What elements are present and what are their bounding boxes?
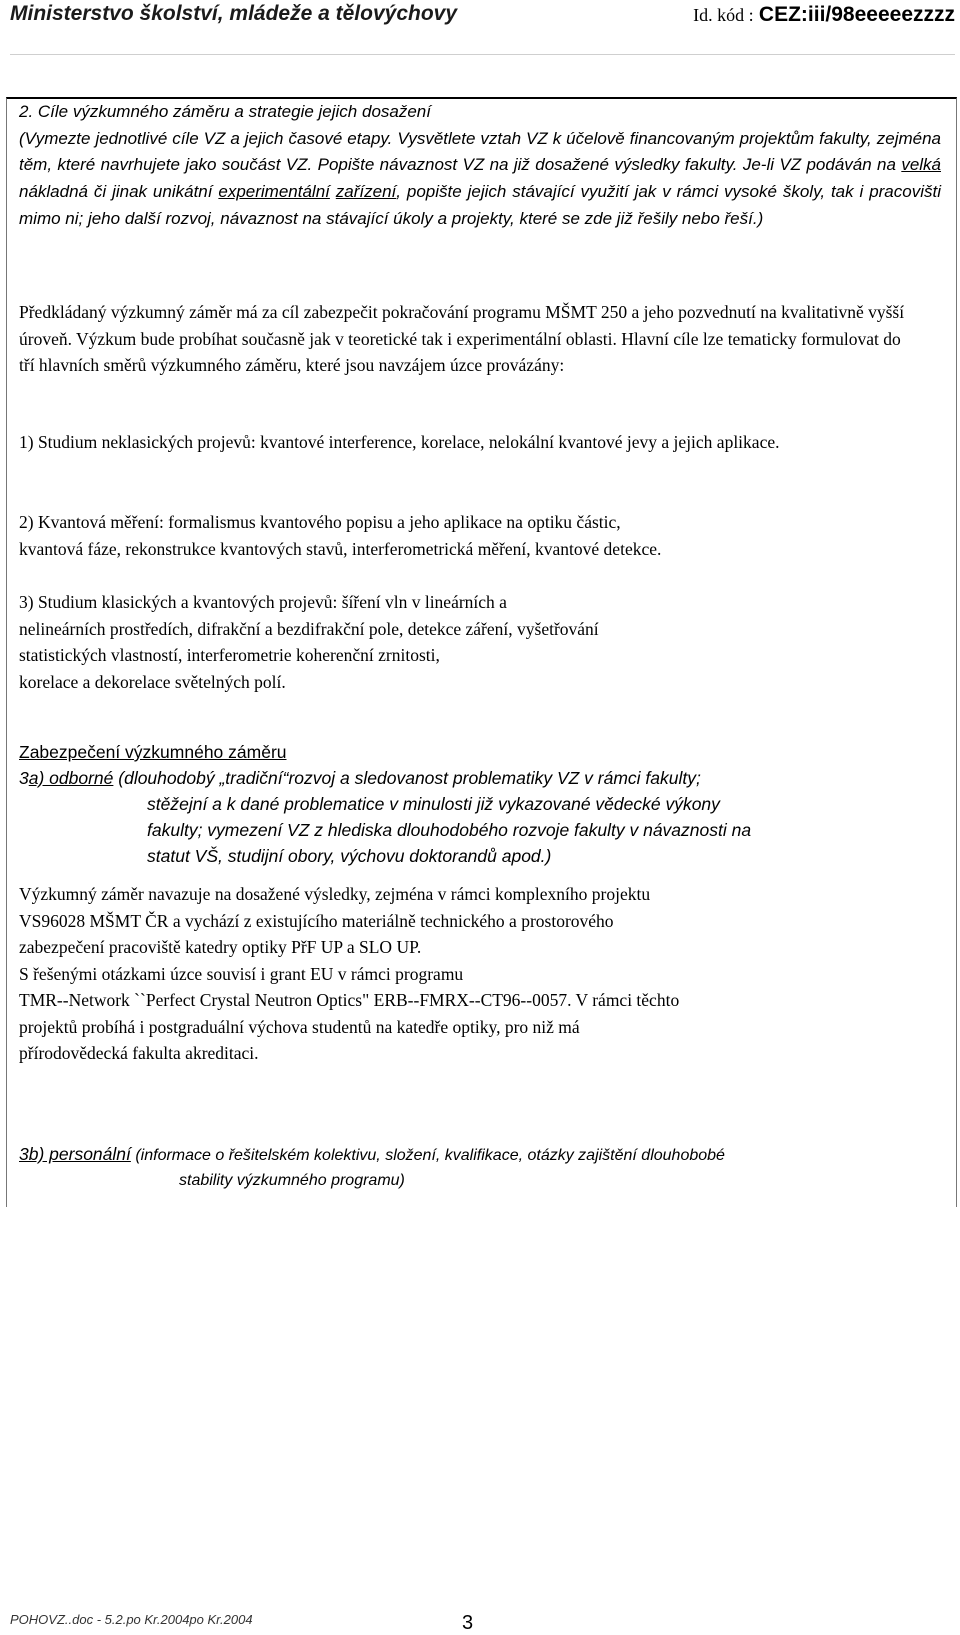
securing-section: Zabezpečení výzkumného záměru 3a) odborné (dlouhodobý „tradiční“rozvoj a sledovanost problematiky VZ v rámci fakulty; stěžejní a k dané problematice v minulosti již vykazované vědecké výkony fakulty; vymezení VZ z hlediska dlouhodobého rozvoje fakulty v návaznosti na statut VŠ, studijní obory, výchovu doktorandů apod.) bbox=[19, 739, 949, 869]
ministry-name: Ministerstvo školství, mládeže a tělovýchovy bbox=[10, 2, 458, 25]
goal-item-3: 3) Studium klasických a kvantových projevů: šíření vln v lineárních a nelineárních prostředích, difrakční a bezdifrakční pole, detekce záření, vyšetřování statistických vlastností, interferometrie koherenční zrnitosti, korelace a dekorelace světelných polí. bbox=[19, 592, 599, 692]
footer-filename: POHOVZ..doc - 5.2.po Kr.2004po Kr.2004 bbox=[10, 1612, 253, 1627]
id-code-value: CEZ:iii/98eeeeezzzz bbox=[758, 3, 955, 26]
section2-instruction-text: (Vymezte jednotlivé cíle VZ a jejich časové etapy. Vysvětlete vztah VZ k účelově financovaným projektům fakulty, zejména těm, které navrhujete jako součást VZ. Popište návaznost VZ na již dosažené výsledky fakulty. Je-li VZ podáván na velká nákladná či jinak unikátní experimentální zařízení, popište jejich stávající využití jak v rámci vysoké školy, tak i pracovišti mimo ni; jeho další rozvoj, návaznost na stávající úkoly a projekty, které se zde již řešily nebo řeší.) bbox=[19, 128, 941, 228]
section-3a-label: a) odborné bbox=[28, 768, 114, 788]
goals-paragraph: Předkládaný výzkumný záměr má za cíl zabezpečit pokračování programu MŠMT 250 a jeho pozvednutí na kvalitativně vyšší úroveň. Výzkum bude probíhat současně jak v teoretické tak i experimentální oblasti. Hlavní cíle lze tematicky formulovat do tří hlavních směrů výzkumného záměru, které jsou navzájem úzce provázány: bbox=[19, 302, 905, 375]
id-code bbox=[693, 2, 955, 27]
form-box bbox=[6, 97, 957, 1207]
page-header bbox=[10, 0, 955, 30]
goal-item-2: 2) Kvantová měření: formalismus kvantového popisu a jeho aplikace na optiku částic, kvantová fáze, rekonstrukce kvantových stavů, interferometrická měření, kvantové detekce. bbox=[19, 512, 662, 559]
section-3b-label: 3b) personální bbox=[19, 1144, 131, 1164]
section-3a-line1: 3a) odborné (dlouhodobý „tradiční“rozvoj a sledovanost problematiky VZ v rámci fakulty; bbox=[19, 768, 701, 788]
section-3b: 3b) personální (informace o řešitelském kolektivu, složení, kvalifikace, otázky zajištění dlouhobobé stability výzkumného programu) bbox=[19, 1144, 725, 1189]
id-code-label: Id. kód : bbox=[693, 5, 754, 25]
page-number: 3 bbox=[462, 1612, 474, 1634]
section2-title: 2. Cíle výzkumného záměru a strategie jejich dosažení bbox=[19, 102, 431, 121]
section2-instructions bbox=[19, 99, 941, 233]
section2-answer bbox=[19, 299, 919, 379]
goal-item-1: 1) Studium neklasických projevů: kvantové interference, korelace, nelokální kvantové jevy a jejich aplikace. bbox=[19, 432, 780, 452]
header-divider bbox=[10, 54, 955, 55]
securing-title: Zabezpečení výzkumného záměru bbox=[19, 742, 287, 762]
securing-paragraph: Výzkumný záměr navazuje na dosažené výsledky, zejména v rámci komplexního projektu VS96028 MŠMT ČR a vychází z existujícího materiálně technického a prostorového zabezpečení pracoviště katedry optiky PřF UP a SLO UP. S řešenými otázkami úzce souvisí i grant EU v rámci programu TMR--Network ``Perfect Crystal Neutron Optics" ERB--FMRX--CT96--0057. V rámci těchto projektů probíhá i postgraduální výchova studentů na katedře optiky, pro niž má přírodovědecká fakulta akreditaci. bbox=[19, 884, 680, 1063]
